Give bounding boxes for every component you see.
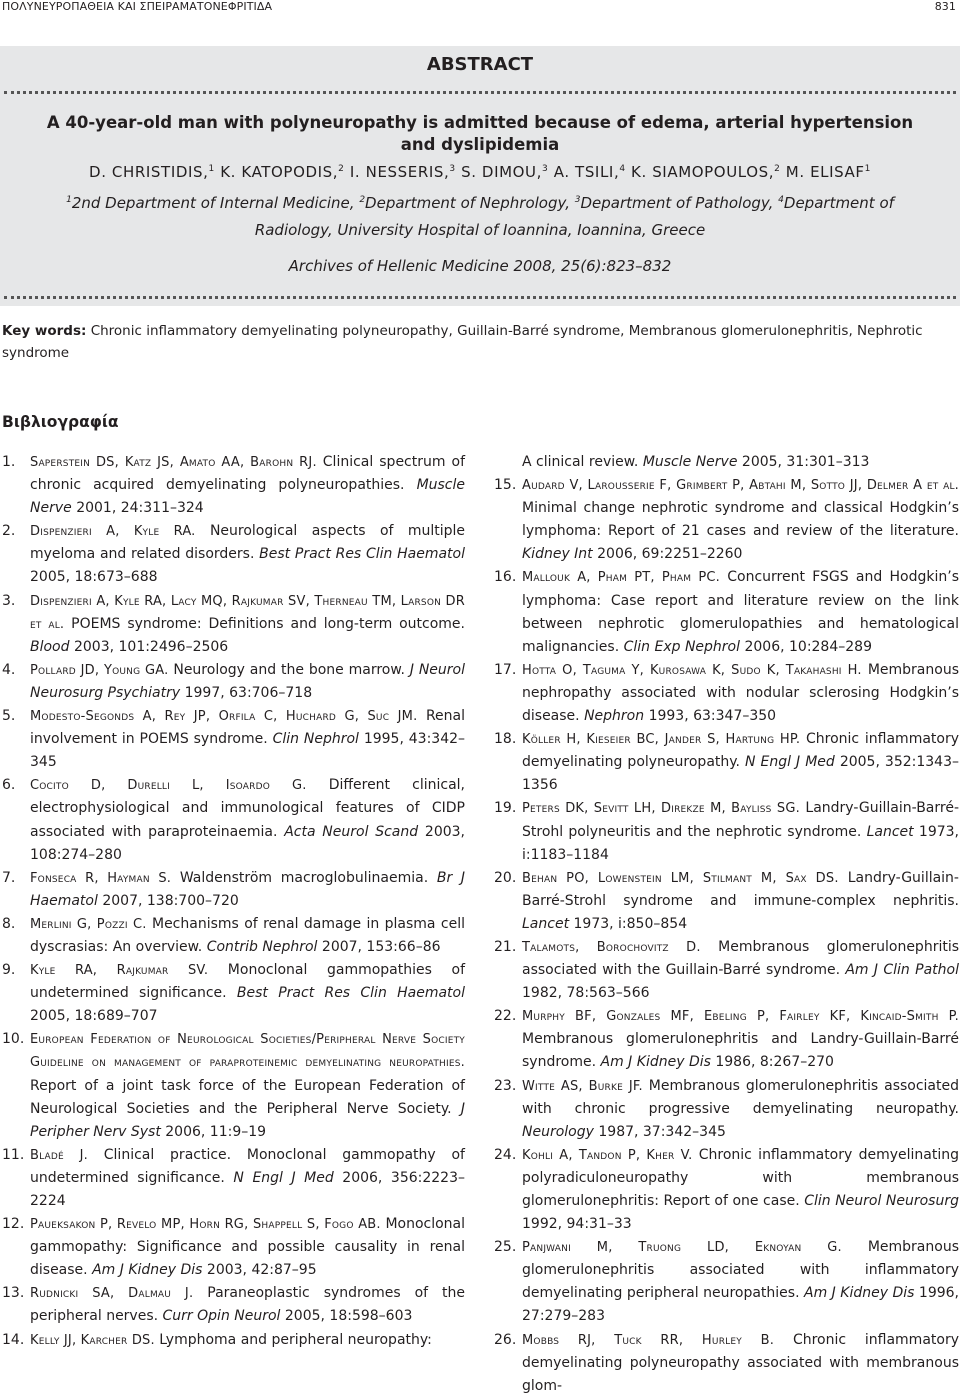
reference-text <box>30 913 465 959</box>
reference-details: 2006, 356:2223–2224 <box>30 1169 465 1209</box>
reference-item <box>494 1236 959 1328</box>
affiliation: Department of Radiology, University Hospital of Ioannina, Ioannina, Greece <box>254 194 894 239</box>
reference-authors: Modesto-Segonds A, Rey JP, Orfila C, Huchard G, Suc JM. <box>30 709 418 725</box>
reference-authors: Saperstein DS, Katz JS, Amato AA, Barohn RJ. <box>30 455 317 470</box>
reference-item <box>494 566 959 658</box>
reference-details: 2003, 42:87–95 <box>206 1262 317 1279</box>
running-header <box>0 0 960 16</box>
reference-title: Waldenström macroglobulinaemia. <box>179 869 429 886</box>
reference-authors: Dispenzieri A, Kyle RA. <box>30 524 196 540</box>
reference-number: 12. <box>2 1216 25 1233</box>
reference-journal: Best Pract Res Clin Haematol <box>236 985 465 1002</box>
reference-number: 2. <box>2 523 16 540</box>
reference-details: 2005, 18:689–707 <box>30 1008 158 1025</box>
reference-journal: Blood <box>30 638 70 655</box>
page-number: 831 <box>934 0 956 13</box>
author-list <box>0 163 960 181</box>
abstract-heading: ABSTRACT <box>426 54 534 75</box>
reference-authors: Köller H, Kieseier BC, Jander S, Hartung HP. <box>522 732 801 748</box>
reference-journal: Am J Clin Pathol <box>845 962 959 979</box>
reference-text <box>30 1329 465 1352</box>
reference-number: 25. <box>494 1239 517 1256</box>
reference-text <box>522 1236 959 1328</box>
reference-text <box>30 590 465 659</box>
reference-title: Lymphoma and peripheral neuropathy: <box>159 1331 432 1348</box>
reference-details: 2001, 24:311–324 <box>76 500 204 517</box>
reference-journal: Br J Haematol <box>30 869 466 909</box>
reference-title: Chronic inflammatory demyelinating polyneuropathy associated with membranous glom- <box>522 1331 959 1394</box>
reference-authors: Fonseca R, Hayman S. <box>30 870 172 886</box>
reference-item <box>494 728 959 797</box>
reference-number: 3. <box>2 592 16 609</box>
reference-number: 16. <box>494 569 517 586</box>
reference-item <box>494 1329 959 1398</box>
reference-details: 1973, i:850–854 <box>573 915 688 932</box>
reference-text <box>30 774 465 866</box>
author: A. TSILI,$^4$ <box>553 163 626 181</box>
reference-number <box>494 451 522 474</box>
reference-title: Chronic inflammatory demyelinating polyradiculoneuropathy with membranous glomerulonephritis: Report of one case. <box>522 1146 960 1209</box>
reference-item <box>2 1144 465 1213</box>
reference-item <box>2 1329 465 1352</box>
reference-authors: Behan PO, Lowenstein LM, Stilmant M, Sax DS. <box>522 870 839 886</box>
reference-details: 2005, 352:1343–1356 <box>522 754 959 794</box>
reference-text <box>522 659 959 728</box>
reference-item <box>494 1144 959 1236</box>
reference-title: Report of a joint task force of the European Federation of Neurological Societies and the Peripheral Nerve Society. <box>30 1077 465 1117</box>
reference-details: 1992, 94:31–33 <box>522 1216 632 1233</box>
reference-journal: Clin Nephrol <box>272 731 359 748</box>
reference-title: Landry-Guillain-Barré-Strohl polyneuritis and the nephrotic syndrome. <box>522 800 959 840</box>
reference-title: Paraneoplastic syndromes of the peripheral nerves. <box>30 1285 465 1325</box>
reference-title: POEMS syndrome: Definitions and long-term outcome. <box>71 615 465 632</box>
keywords-text: Chronic inflammatory demyelinating polyneuropathy, Guillain-Barré syndrome, Membranous glomerulonephritis, Nephrotic syndrome <box>2 323 923 361</box>
keywords-label: Key words: <box>2 323 87 339</box>
reference-item <box>2 774 465 866</box>
reference-text <box>30 1028 465 1143</box>
reference-number: 24. <box>494 1146 517 1163</box>
reference-number: 9. <box>2 962 16 979</box>
reference-text <box>522 474 959 566</box>
reference-title: Membranous glomerulonephritis associated with chronic progressive demyelinating neuropathy. <box>522 1077 959 1117</box>
reference-journal: Curr Opin Neurol <box>162 1308 281 1325</box>
reference-number: 15. <box>494 477 517 494</box>
dotted-divider-bottom <box>4 296 956 299</box>
reference-title: Monoclonal gammopathies of undetermined significance. <box>30 962 466 1002</box>
reference-title: Clinical spectrum of chronic acquired demyelinating polyneuropathies. <box>30 454 466 494</box>
references-heading: Βιβλιογραφία <box>2 413 119 431</box>
reference-details: 2007, 138:700–720 <box>102 892 239 909</box>
reference-item <box>494 867 959 936</box>
reference-text <box>522 1005 959 1074</box>
author: K. SIAMOPOULOS,$^2$ <box>631 163 781 181</box>
reference-title: Concurrent FSGS and Hodgkin’s lymphoma: Case report and literature review on the link between nephrotic glomerulopathies and hematological malignancies. <box>522 569 959 655</box>
references-column-left <box>2 451 465 1352</box>
affiliation: 2nd Department of Internal Medicine, <box>71 194 360 212</box>
reference-authors: Panjwani M, Truong LD, Eknoyan G. <box>522 1240 842 1256</box>
reference-authors: Witte AS, Burke JF. <box>522 1078 643 1094</box>
reference-journal: Lancet <box>522 915 570 932</box>
reference-title: Membranous glomerulonephritis and Landry-Guillain-Barré syndrome. <box>522 1031 959 1071</box>
reference-authors: Mallouk A, Pham PT, Pham PC. <box>522 570 720 586</box>
reference-authors: Pollard JD, Young GA. <box>30 662 169 678</box>
reference-text <box>522 451 959 474</box>
reference-item <box>494 1005 959 1074</box>
reference-item <box>2 520 465 589</box>
reference-number: 23. <box>494 1077 517 1094</box>
reference-item <box>494 797 959 866</box>
reference-details: 1995, 43:342–345 <box>30 731 466 771</box>
author: D. CHRISTIDIS,$^1$ <box>89 163 215 181</box>
reference-authors: Rudnicki SA, Dalmau J. <box>30 1286 194 1302</box>
reference-authors: Peters DK, Sevitt LH, Direkze M, Bayliss SG. <box>522 801 800 817</box>
reference-text <box>522 728 959 797</box>
reference-authors: Kohli A, Tandon P, Kher V. <box>522 1147 693 1163</box>
paper-title-line-1: A 40-year-old man with polyneuropathy is admitted because of edema, arterial hypertension <box>46 113 914 132</box>
reference-details: 1986, 8:267–270 <box>715 1054 834 1071</box>
reference-number: 26. <box>494 1331 517 1348</box>
reference-details: 1993, 63:347–350 <box>648 708 777 725</box>
reference-item <box>2 451 465 520</box>
reference-title: Minimal change nephrotic syndrome and classical Hodgkin’s lymphoma: Report of 21 cases and review of the literature. <box>522 500 959 540</box>
reference-number: 21. <box>494 938 517 955</box>
reference-title: Membranous glomerulonephritis associated with inflammatory demyelinating peripheral neuropathies. <box>522 1239 959 1302</box>
reference-number: 22. <box>494 1008 517 1025</box>
reference-title: Neurological aspects of multiple myeloma and related disorders. <box>30 523 466 563</box>
reference-item <box>494 1075 959 1144</box>
reference-journal: Nephron <box>584 708 645 725</box>
reference-journal: Clin Exp Nephrol <box>623 638 741 655</box>
reference-text <box>522 936 959 1005</box>
reference-journal: J Peripher Nerv Syst <box>30 1100 465 1140</box>
reference-authors: Paueksakon P, Revelo MP, Horn RG, Shappell S, Fogo AB. <box>30 1217 381 1233</box>
reference-text <box>30 867 465 913</box>
reference-number: 20. <box>494 869 517 886</box>
reference-title: Renal involvement in POEMS syndrome. <box>30 708 465 748</box>
reference-number: 13. <box>2 1285 25 1302</box>
reference-journal: Am J Kidney Dis <box>804 1285 915 1302</box>
reference-title: Membranous nephropathy associated with nodular sclerosing Hodgkin’s disease. <box>522 661 959 725</box>
reference-authors: Talamots, Borochovitz D. <box>522 939 701 955</box>
reference-authors: Cocito D, Durelli L, Isoardo G. <box>30 778 307 794</box>
reference-details: 2005, 18:673–688 <box>30 569 158 586</box>
reference-text <box>30 1282 465 1328</box>
reference-item <box>2 659 465 705</box>
reference-number: 1. <box>2 454 16 470</box>
reference-details: 2005, 18:598–603 <box>284 1308 413 1325</box>
reference-number: 18. <box>494 731 517 748</box>
reference-number: 5. <box>2 708 16 725</box>
reference-text <box>522 1329 959 1398</box>
reference-text <box>30 959 465 1028</box>
reference-details: 2006, 10:284–289 <box>744 638 872 655</box>
reference-authors: Hotta O, Taguma Y, Kurosawa K, Sudo K, Takahashi H. <box>522 662 862 678</box>
reference-item <box>2 959 465 1028</box>
reference-authors: Kelly JJ, Karcher DS. <box>30 1332 155 1348</box>
reference-title: Different clinical, electrophysiological and immunological features of CIDP associated with paraproteinaemia. <box>30 777 465 840</box>
reference-item <box>2 1213 465 1282</box>
reference-item <box>494 659 959 728</box>
reference-details: 2006, 69:2251–2260 <box>597 546 743 563</box>
reference-text <box>522 797 959 866</box>
reference-authors: Merlini G, Pozzi C. <box>30 916 147 932</box>
reference-journal: Contrib Nephrol <box>206 938 318 955</box>
reference-title: Landry-Guillain-Barré-Strohl syndrome and immune-complex nephritis. <box>522 869 959 909</box>
reference-text <box>30 659 465 705</box>
reference-text <box>522 1075 959 1144</box>
reference-number: 10. <box>2 1031 25 1048</box>
reference-number: 6. <box>2 777 16 794</box>
reference-number: 7. <box>2 869 16 886</box>
reference-title: Clinical practice. Monoclonal gammopathy of undetermined significance. <box>30 1146 465 1186</box>
references-column-right <box>494 451 959 1398</box>
dotted-divider-top <box>4 91 956 94</box>
reference-journal: Muscle Nerve <box>642 454 738 470</box>
reference-text <box>522 1144 959 1236</box>
reference-details: 2005, 31:301–313 <box>741 454 870 470</box>
reference-title: A clinical review. <box>522 454 639 470</box>
author: I. NESSERIS,$^3$ <box>349 163 456 181</box>
affiliation: Department of Pathology, <box>580 194 779 212</box>
reference-item <box>2 1028 465 1143</box>
reference-number: 14. <box>2 1331 25 1348</box>
reference-text <box>30 520 465 589</box>
reference-number: 17. <box>494 661 517 678</box>
running-title: ΠΟΛΥΝΕΥΡΟΠΑΘΕΙΑ ΚΑΙ ΣΠΕΙΡΑΜΑΤΟΝΕΦΡΙΤΙΔΑ <box>2 0 273 13</box>
reference-title: Chronic inflammatory demyelinating polyneuropathy. <box>522 731 960 771</box>
reference-number: 8. <box>2 915 16 932</box>
reference-journal: Muscle Nerve <box>30 477 466 517</box>
reference-journal: Lancet <box>866 823 914 840</box>
journal-citation: Archives of Hellenic Medicine 2008, 25(6):823–832 <box>288 257 672 275</box>
reference-item <box>2 1282 465 1328</box>
reference-details: 1987, 37:342–345 <box>598 1123 726 1140</box>
reference-authors: Dispenzieri A, Kyle RA, Lacy MQ, Rajkumar SV, Therneau TM, Larson DR et al. <box>30 593 465 632</box>
affiliation: Department of Nephrology, <box>365 194 575 212</box>
reference-item <box>2 590 465 659</box>
reference-journal: Acta Neurol Scand <box>284 823 419 840</box>
reference-details: 1996, 27:279–283 <box>522 1285 959 1325</box>
reference-details: 2003, 108:274–280 <box>30 823 465 863</box>
reference-text <box>30 451 465 520</box>
keywords <box>2 320 957 364</box>
reference-text <box>522 867 959 936</box>
reference-details: 2006, 11:9–19 <box>165 1123 267 1140</box>
paper-title <box>0 112 960 156</box>
reference-title: Monoclonal gammopathy: Significance and possible causality in renal disease. <box>30 1216 466 1279</box>
reference-details: 1973, i:1183–1184 <box>522 823 960 863</box>
reference-details: 2007, 153:66–86 <box>321 938 441 955</box>
reference-authors: Mobbs RJ, Tuck RR, Hurley B. <box>522 1332 775 1348</box>
reference-journal: Clin Neurol Neurosurg <box>804 1193 959 1209</box>
reference-title: Neurology and the bone marrow. <box>173 661 405 678</box>
reference-number: 11. <box>2 1146 25 1163</box>
reference-title: Mechanisms of renal damage in plasma cell dyscrasias: An overview. <box>30 915 465 955</box>
reference-authors: Audard V, Larousserie F, Grimbert P, Abtahi M, Sotto JJ, Delmer A et al. <box>522 478 959 494</box>
reference-journal: N Engl J Med <box>745 754 835 771</box>
reference-text <box>522 566 959 658</box>
paper-title-line-2: and dyslipidemia <box>400 135 560 154</box>
reference-item <box>2 913 465 959</box>
author: S. DIMOU,$^3$ <box>461 163 549 181</box>
reference-item <box>2 705 465 774</box>
reference-item <box>2 867 465 913</box>
reference-authors: Kyle RA, Rajkumar SV. <box>30 963 209 979</box>
reference-journal: Kidney Int <box>522 546 593 563</box>
reference-title: Membranous glomerulonephritis associated with the Guillain-Barré syndrome. <box>522 938 960 979</box>
author: M. ELISAF$^1$ <box>785 163 871 181</box>
reference-authors: European Federation of Neurological Societies/Peripheral Nerve Society Guideline on management of paraproteinemic demyelinating neuropathies. <box>30 1032 465 1071</box>
reference-authors: Bladé J. <box>30 1147 88 1163</box>
reference-journal: Am J Kidney Dis <box>600 1054 711 1071</box>
author: K. KATOPODIS,$^2$ <box>220 163 345 181</box>
reference-text <box>30 1144 465 1213</box>
reference-authors: Murphy BF, Gonzales MF, Ebeling P, Fairley KF, Kincaid-Smith P. <box>522 1009 959 1025</box>
reference-item <box>494 451 959 474</box>
affiliations: $^1$2nd Department of Internal Medicine, $^2$Department of Nephrology, $^3$Department of Pathology, $^4$Department of Radiology, University Hospital of Ioannina, Ioannina, Greece <box>66 194 894 239</box>
reference-journal: Best Pract Res Clin Haematol <box>259 546 465 563</box>
reference-text <box>30 705 465 774</box>
reference-journal: Am J Kidney Dis <box>92 1262 203 1279</box>
reference-journal: J Neurol Neurosurg Psychiatry <box>30 661 465 701</box>
reference-details: 1997, 63:706–718 <box>184 684 313 701</box>
reference-item <box>494 936 959 1005</box>
reference-details: 2003, 101:2496–2506 <box>73 638 229 655</box>
reference-journal: Neurology <box>522 1123 594 1140</box>
reference-number: 19. <box>494 800 517 817</box>
reference-details: 1982, 78:563–566 <box>522 985 650 1002</box>
reference-journal: N Engl J Med <box>233 1169 334 1186</box>
reference-item <box>494 474 959 566</box>
reference-text <box>30 1213 465 1282</box>
reference-number: 4. <box>2 661 16 678</box>
